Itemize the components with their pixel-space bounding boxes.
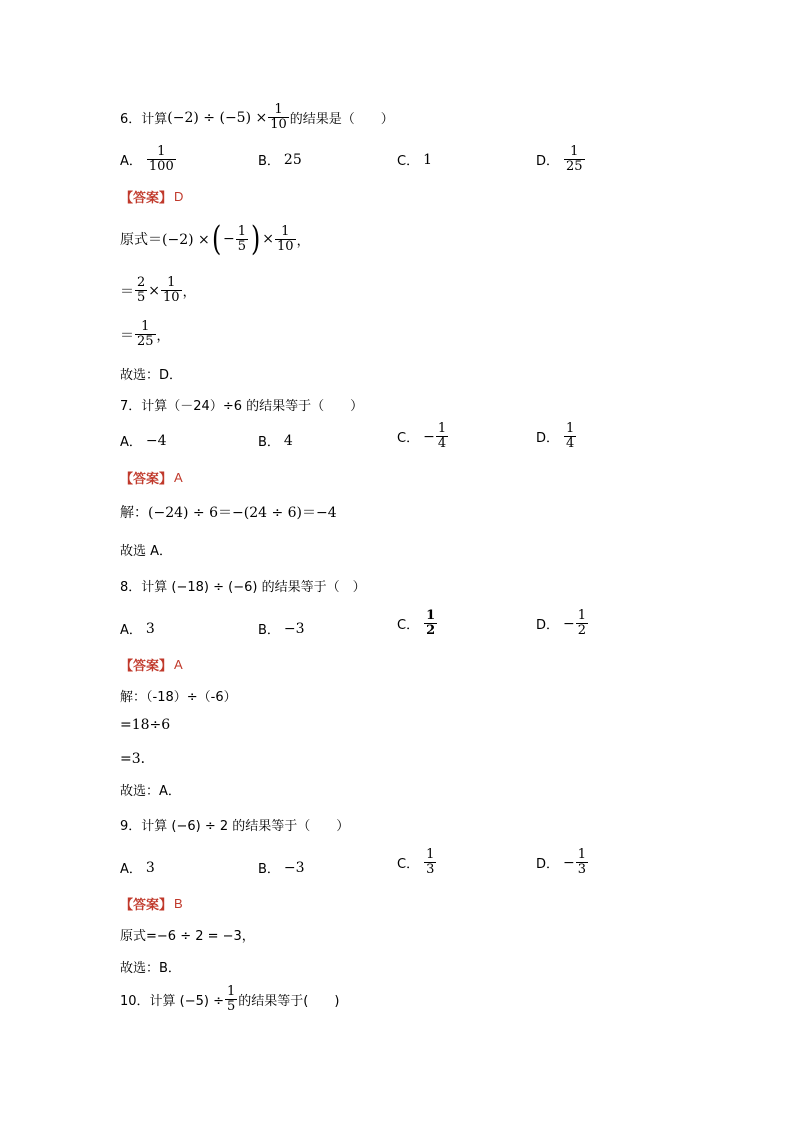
q7-option-d: D． $\frac{1}{4}$: [536, 421, 575, 451]
q9-solution: 原式=−6 ÷ 2 = −3，: [120, 929, 255, 944]
q6-solution-line-1: 原式＝(−2) × ( − $\frac{1}{5}$ ) × $\frac{1}{10}$ ，: [120, 219, 310, 259]
q7-answer: 【答案】 A: [120, 470, 183, 487]
q6-expression: (−2) ÷ (−5) ×: [167, 109, 268, 126]
q10-prefix: 10．计算 (−5) ÷: [120, 994, 225, 1009]
q7-option-c: C． − $\frac{1}{4}$: [397, 421, 447, 451]
q6-solution-line-3: ＝ $\frac{1}{25}$ ，: [120, 319, 170, 349]
q10-suffix: 的结果等于( ): [238, 994, 340, 1009]
q9-stem: 9．计算 (−6) ÷ 2 的结果等于（ ）: [120, 819, 350, 834]
q6-stem: [120, 103, 394, 132]
q8-solution-line-2: =18÷6: [120, 717, 171, 733]
q7-conclusion: 故选 A．: [120, 544, 173, 559]
q9-option-d: D． − $\frac{1}{3}$: [536, 847, 587, 877]
q8-solution-line-3: =3．: [120, 751, 155, 767]
q8-solution-line-1: 解：（-18）÷（-6）: [120, 690, 237, 705]
q6-solution-line-2: ＝ $\frac{2}{5}$ × $\frac{1}{10}$ ，: [120, 275, 196, 305]
q6-option-d: D． $\frac{1}{25}$: [536, 144, 583, 174]
q10-fraction: $\frac{1}{5}$: [227, 984, 236, 1014]
q6-option-b: B． 25: [258, 151, 302, 169]
q9-option-a: A． 3: [120, 859, 155, 877]
q6-number: 6．: [120, 112, 142, 127]
q7-stem: 7．计算（－24）÷6 的结果等于（ ）: [120, 399, 364, 414]
q7-option-a: A． −4: [120, 432, 167, 450]
q6-answer: 【答案】 D: [120, 189, 184, 206]
q7-solution: 解：(−24) ÷ 6＝−(24 ÷ 6)＝−4: [120, 505, 337, 521]
q10-stem: [120, 985, 339, 1014]
q9-option-b: B． −3: [258, 859, 305, 877]
q6-fraction: $\frac{1}{10}$: [270, 102, 287, 132]
q6-suffix: 的结果是（ ）: [289, 112, 394, 127]
q9-answer: 【答案】 B: [120, 896, 183, 913]
q8-option-c: C． $\frac{1}{2}$: [397, 608, 436, 638]
q9-option-c: C． $\frac{1}{3}$: [397, 847, 435, 877]
q6-option-a: A． $\frac{1}{100}$: [120, 144, 174, 174]
q6-option-c: C． 1: [397, 151, 432, 169]
q8-stem: 8．计算 (−18) ÷ (−6) 的结果等于（ ）: [120, 580, 366, 595]
q8-option-d: D． − $\frac{1}{2}$: [536, 608, 587, 638]
q8-option-b: B． −3: [258, 620, 305, 638]
q6-conclusion: 故选：D．: [120, 368, 183, 383]
q6-prefix: 计算: [141, 112, 168, 127]
q8-conclusion: 故选：A．: [120, 784, 181, 799]
q8-option-a: A． 3: [120, 620, 155, 638]
q9-conclusion: 故选：B．: [120, 961, 181, 976]
q7-option-b: B． 4: [258, 432, 293, 450]
q8-answer: 【答案】 A: [120, 657, 183, 674]
